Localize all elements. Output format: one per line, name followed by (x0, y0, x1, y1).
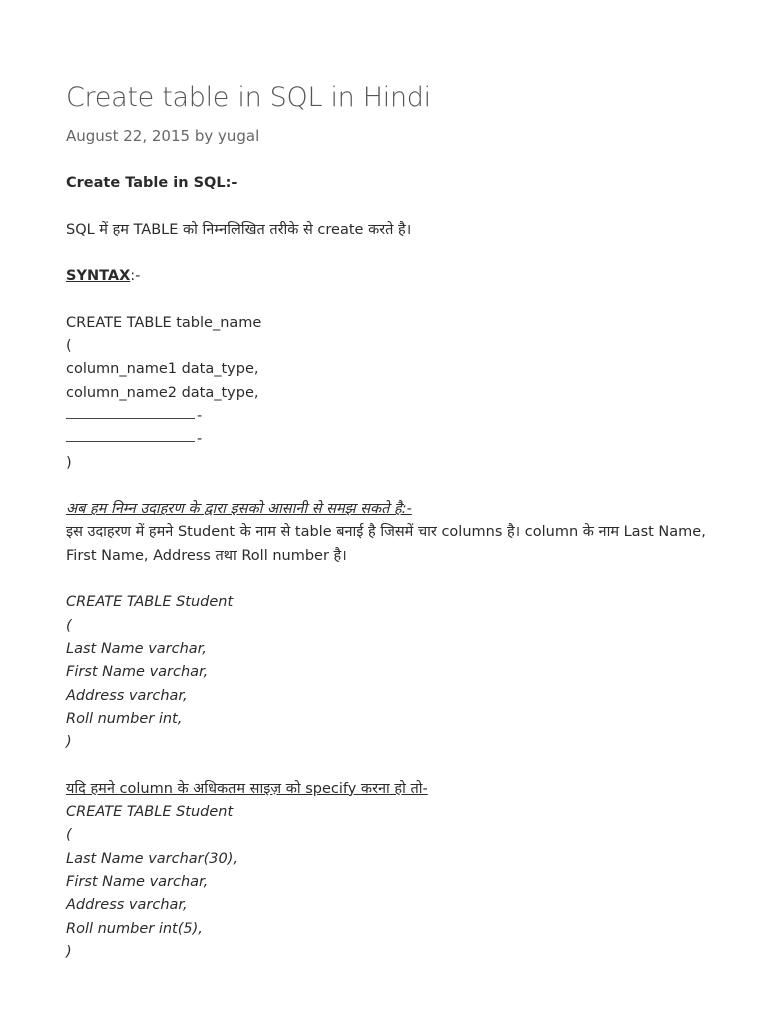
syntax-suffix: :- (130, 268, 141, 285)
example-code-line: Address varchar, (66, 687, 188, 704)
example-code-line: Last Name varchar, (66, 640, 207, 657)
syntax-heading (66, 265, 728, 288)
dash-tip: - (197, 407, 203, 424)
example-code-line: ) (66, 734, 72, 751)
example2-code-line: Address varchar, (66, 897, 188, 914)
spacer (66, 242, 728, 265)
syntax-placeholder-line (66, 405, 728, 428)
syntax-line: ) (66, 454, 72, 471)
page-title: Create table in SQL in Hindi (66, 82, 431, 113)
article-body (66, 172, 728, 964)
post-meta (66, 126, 728, 146)
syntax-line: column_name2 data_type, (66, 384, 259, 401)
spacer (66, 195, 728, 218)
example2-code-line: ) (66, 943, 72, 960)
example2-code-line: CREATE TABLE Student (66, 804, 234, 821)
example-code-line: ( (66, 617, 72, 634)
author-link[interactable]: yugal (218, 127, 260, 145)
syntax-label: SYNTAX (66, 268, 131, 285)
spacer (66, 754, 728, 777)
example2-code-line: First Name varchar, (66, 873, 209, 890)
example-code-line: First Name varchar, (66, 664, 209, 681)
syntax-line: column_name1 data_type, (66, 361, 259, 378)
example-code-line: Roll number int, (66, 710, 183, 727)
section-heading: Create Table in SQL:- (66, 175, 238, 191)
example-text: इस उदाहरण में हमने Student के नाम से table बनाई है जिसमें चार columns है। column के नाम Last Name, First Name, Address तथा Roll number है। (66, 524, 706, 564)
spacer (66, 475, 728, 498)
spacer (66, 568, 728, 591)
intro-text: SQL में हम TABLE को निम्नलिखित तरीके से create करते है। (66, 221, 412, 238)
dash-rule (66, 441, 195, 442)
example-heading: अब हम निम्न उदाहरण के द्वारा इसको आसानी से समझ सकते है:- (66, 501, 412, 518)
example2-code-line: ( (66, 827, 72, 844)
example-code-line: CREATE TABLE Student (66, 594, 234, 611)
post-date-link[interactable]: August 22, 2015 (66, 127, 191, 145)
example2-code-line: Last Name varchar(30), (66, 850, 239, 867)
by-label: by (194, 127, 214, 145)
dash-rule (66, 418, 195, 419)
example2-code-line: Roll number int(5), (66, 920, 203, 937)
dash-tip: - (197, 431, 203, 448)
example2-heading: यदि हमने column के अधिकतम साइज़ को specify करना हो तो- (66, 780, 428, 797)
syntax-line: CREATE TABLE table_name (66, 314, 262, 331)
syntax-line: ( (66, 338, 72, 355)
syntax-placeholder-line (66, 428, 728, 451)
spacer (66, 288, 728, 311)
